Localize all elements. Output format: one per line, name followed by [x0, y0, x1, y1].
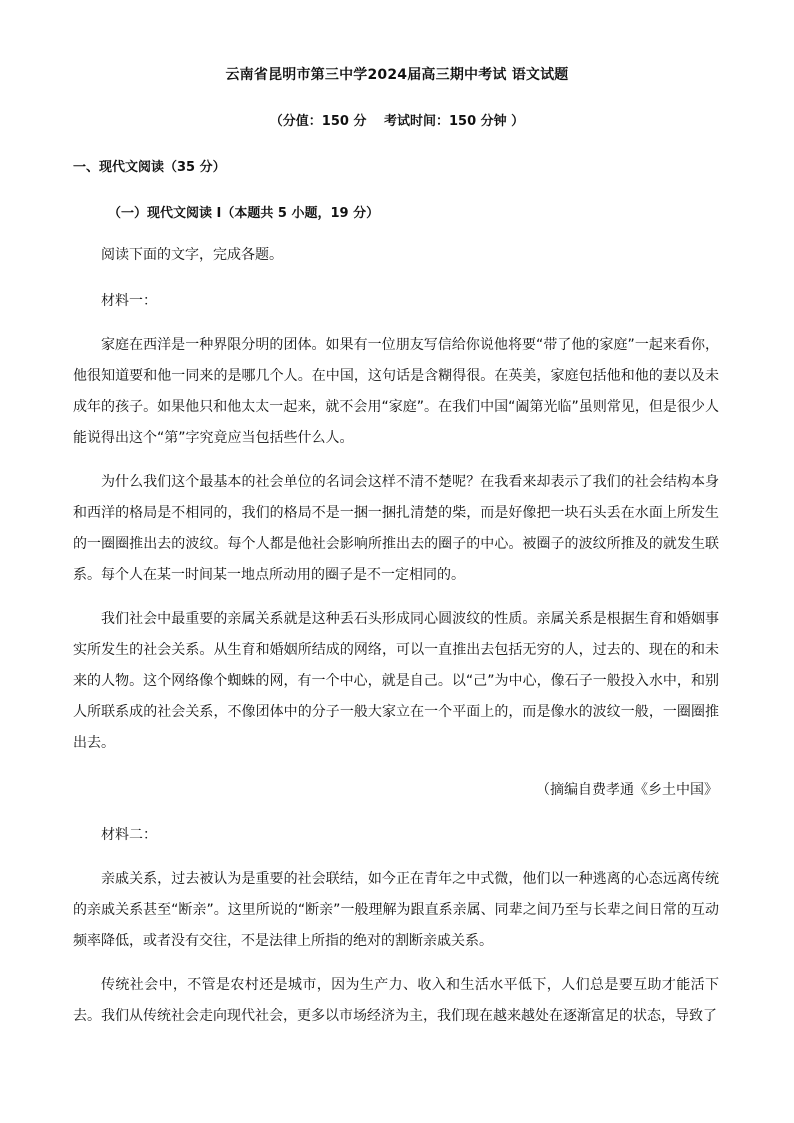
exam-title: 云南省昆明市第三中学2024届高三期中考试 语文试题: [225, 67, 569, 83]
material1-paragraph-3: 我们社会中最重要的亲属关系就是这种丢石头形成同心圆波纹的性质。亲属关系是根据生育和婚姻事实所发生的社会关系。从生育和婚姻所结成的网络，可以一直推出去包括无穷的人，过去的、现在的和未来的人物。这个网络像个蜘蛛的网，有一个中心，就是自己。以“己”为中心，像石子一般投入水中，和别人所联系成的社会关系，不像团体中的分子一般大家立在一个平面上的，而是像水的波纹一般，一圈圈推出去。: [73, 611, 719, 751]
subsection-heading: （一）现代文阅读 I（本题共 5 小题，19 分）: [108, 206, 380, 221]
section-heading: 一、现代文阅读（35 分）: [73, 160, 226, 175]
exam-subtitle: （分值：150 分 考试时间：150 分钟 ）: [269, 114, 525, 129]
material1-source: （摘编自费孝通《乡土中国》: [536, 782, 718, 798]
material1-paragraph-2: 为什么我们这个最基本的社会单位的名词会这样不清不楚呢？在我看来却表示了我们的社会结构本身和西洋的格局是不相同的，我们的格局不是一捆一捆扎清楚的柴，而是好像把一块石头丢在水面上所发生的一圈圈推出去的波纹。每个人都是他社会影响所推出去的圈子的中心。被圈子的波纹所推及的就发生联系。每个人在某一时间某一地点所动用的圈子是不一定相同的。: [73, 474, 719, 583]
material1-label: 材料一：: [101, 293, 157, 309]
material2-paragraph-1: 亲戚关系，过去被认为是重要的社会联结，如今正在青年之中式微，他们以一种逃离的心态远离传统的亲戚关系甚至“断亲”。这里所说的“断亲”一般理解为跟直系亲属、同辈之间乃至与长辈之间日常的互动频率降低，或者没有交往，不是法律上所指的绝对的割断亲戚关系。: [73, 871, 719, 949]
material1-paragraph-1: 家庭在西洋是一种界限分明的团体。如果有一位朋友写信给你说他将要“带了他的家庭”一起来看你，他很知道要和他一同来的是哪几个人。在中国，这句话是含糊得很。在英美，家庭包括他和他的妻以及未成年的孩子。如果他只和他太太一起来，就不会用“家庭”。在我们中国“阖第光临”虽则常见，但是很少人能说得出这个“第”字究竟应当包括些什么人。: [73, 337, 719, 446]
material2-label: 材料二：: [101, 827, 157, 843]
instruction-text: 阅读下面的文字，完成各题。: [101, 247, 283, 263]
material2-paragraph-2: 传统社会中，不管是农村还是城市，因为生产力、收入和生活水平低下，人们总是要互助才能活下去。我们从传统社会走向现代社会，更多以市场经济为主，我们现在越来越处在逐渐富足的状态，导致了: [73, 977, 719, 1024]
